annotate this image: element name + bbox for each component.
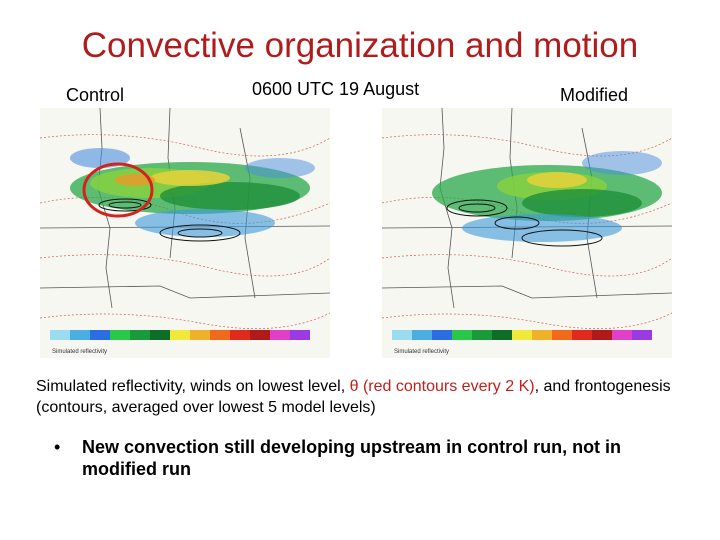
map-legend-text: Simulated reflectivity (52, 349, 108, 355)
caption-part2: , and frontogenesis (contours, averaged over lowest 5 model levels) (36, 378, 671, 416)
control-label: Control (66, 85, 125, 105)
modified-run-map (382, 108, 672, 358)
caption-theta: θ (red contours every 2 K) (349, 378, 535, 395)
modified-label: Modified (560, 85, 629, 105)
bullet-text: New convection still developing upstream in control run, not in modified run (82, 437, 622, 479)
caption-part1: Simulated reflectivity, winds on lowest level, (36, 378, 350, 395)
map-legend-text: Simulated reflectivity (394, 349, 450, 355)
control-run-map (40, 108, 330, 358)
time-label: 0600 UTC 19 August (252, 79, 420, 99)
figure-caption (36, 376, 686, 418)
slide-title: Convective organization and motion (81, 26, 639, 65)
reflectivity-legend (392, 330, 652, 340)
reflectivity-legend (50, 330, 310, 340)
bullet-icon: • (54, 437, 61, 457)
